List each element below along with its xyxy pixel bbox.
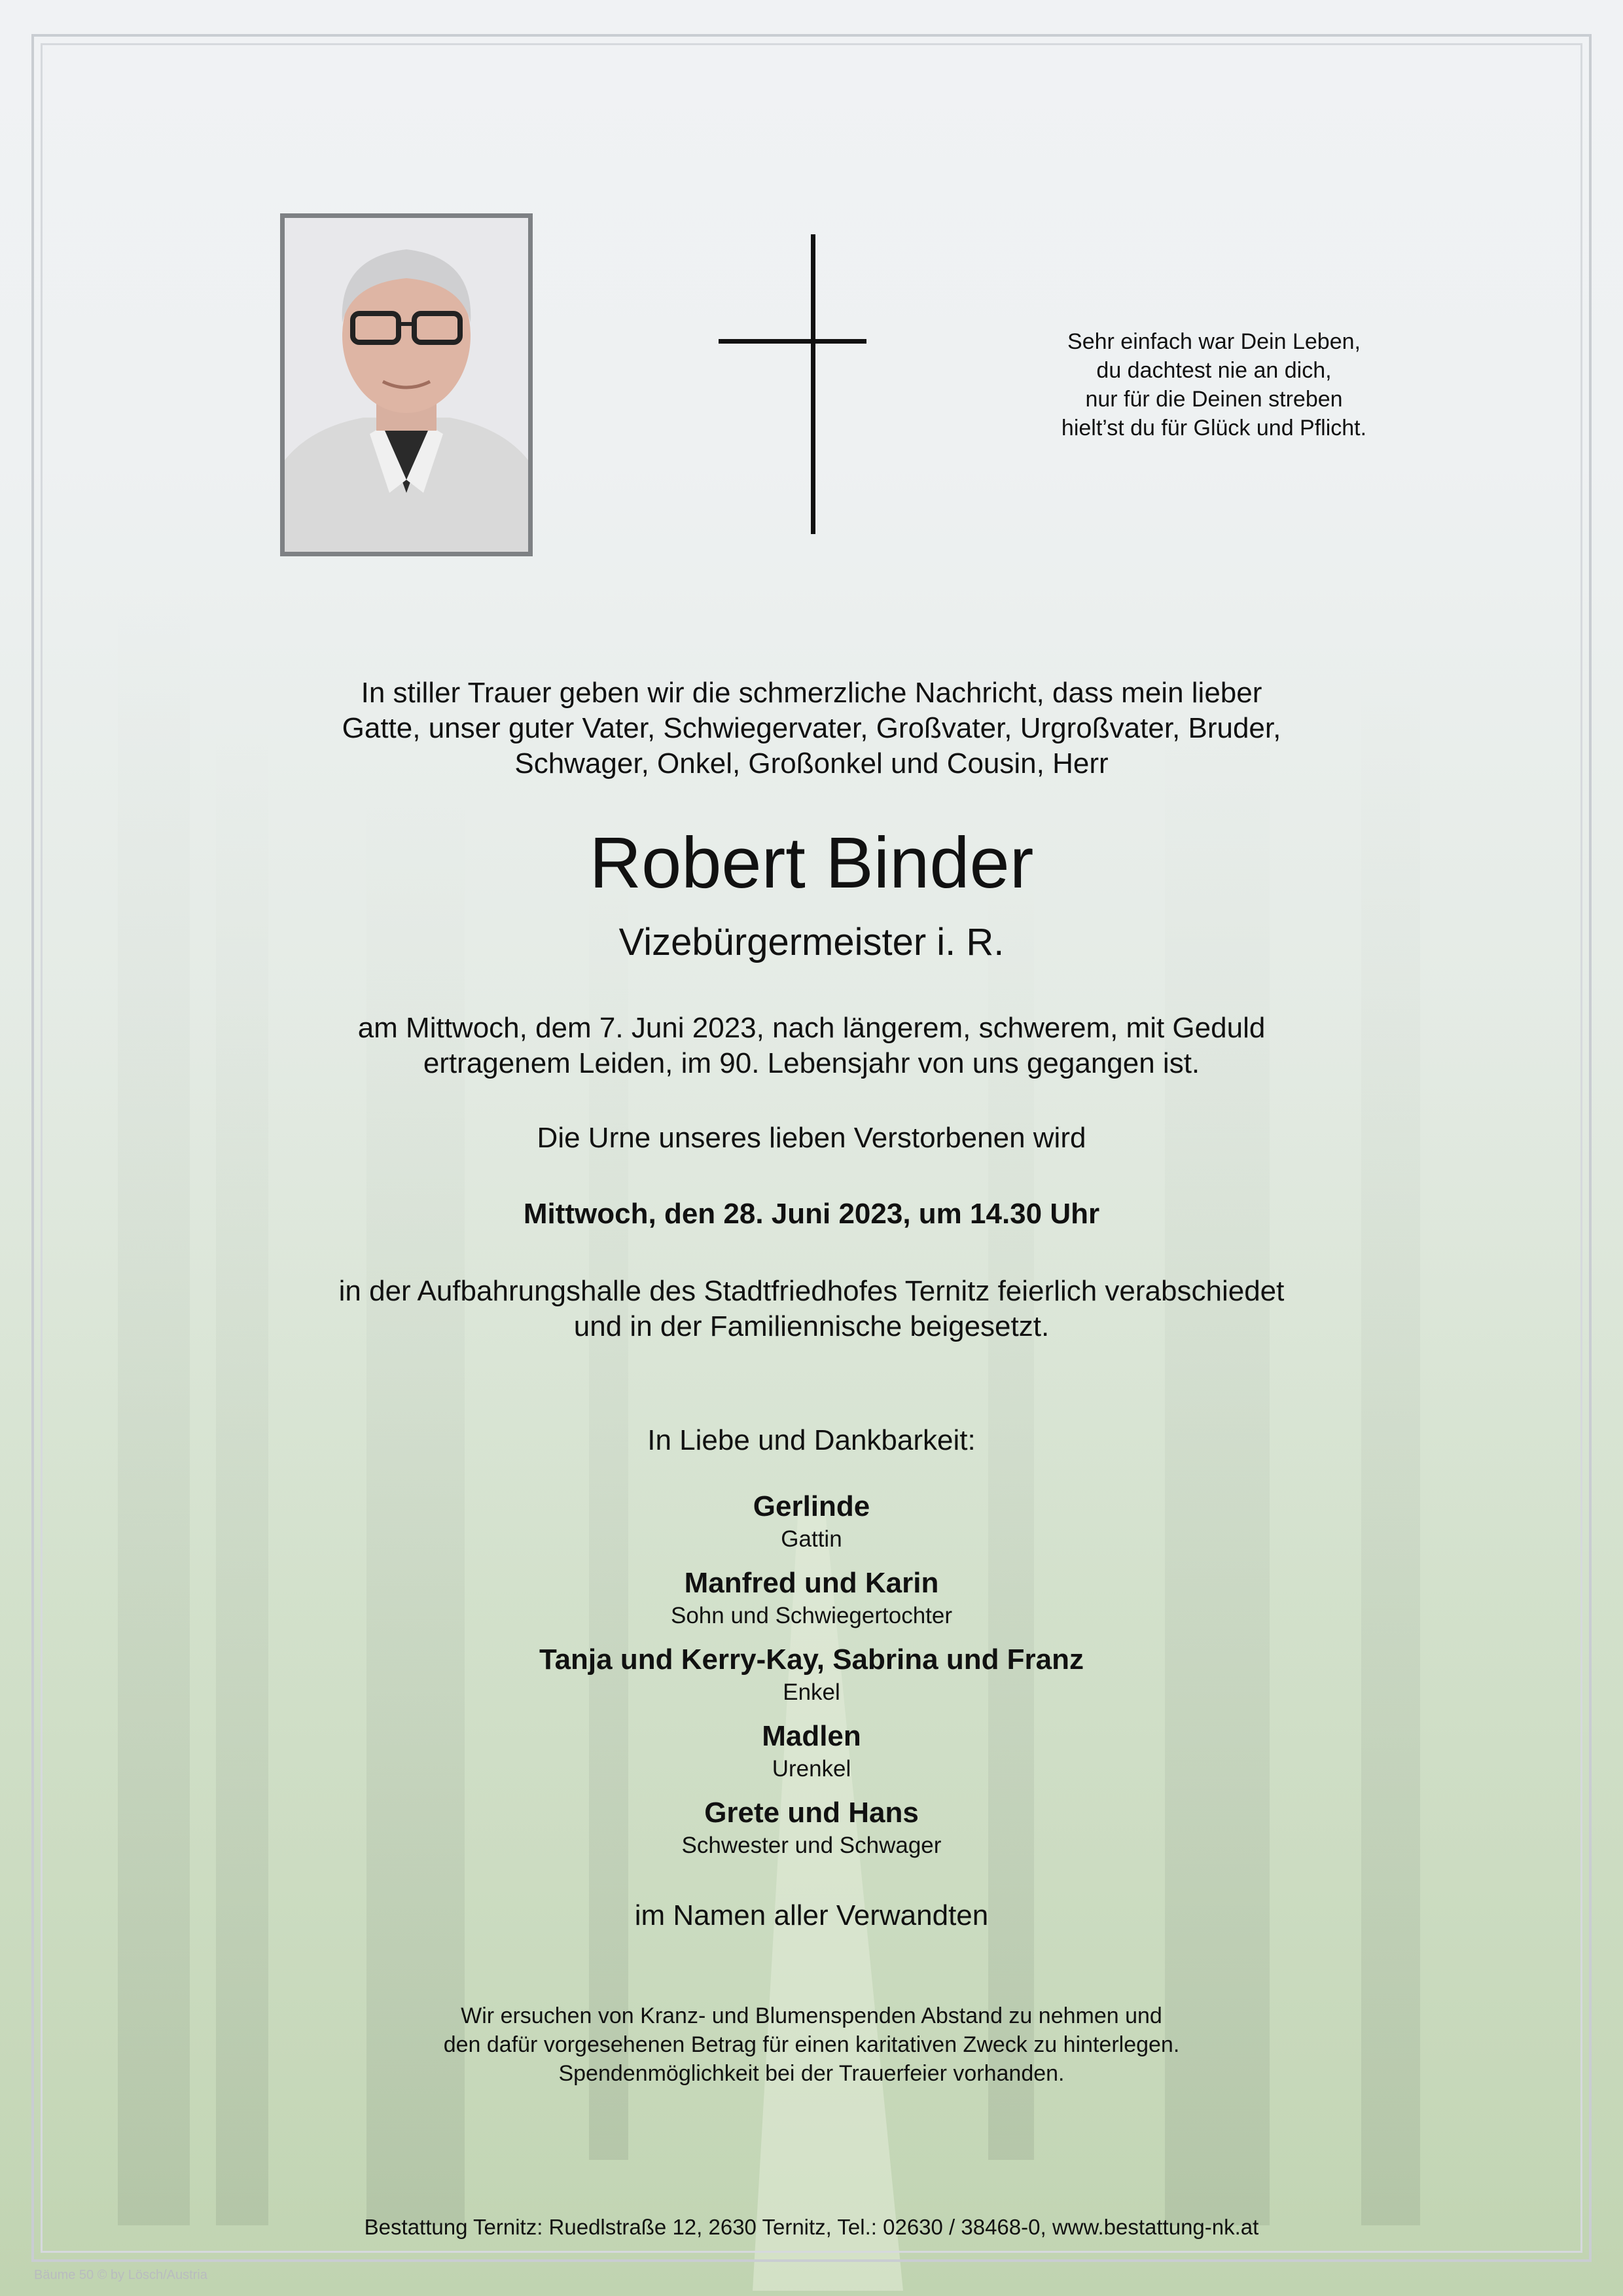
mourner-relation: Schwester und Schwager <box>681 1833 942 1858</box>
verse-line: hielt’st du für Glück und Pflicht. <box>1061 416 1367 440</box>
verse-line: du dachtest nie an dich, <box>1096 358 1332 383</box>
intro-line: Schwager, Onkel, Großonkel und Cousin, Herr <box>514 747 1109 780</box>
note-line: den dafür vorgesehenen Betrag für einen karitativen Zweck zu hinterlegen. <box>443 2032 1180 2057</box>
mourner-name: Gerlinde <box>753 1490 870 1522</box>
death-notice <box>157 1011 1466 1081</box>
mourner-entry <box>157 1718 1466 1795</box>
death-line: ertragenem Leiden, im 90. Lebensjahr von uns gegangen ist. <box>423 1047 1200 1079</box>
verse-line: nur für die Deinen streben <box>1085 387 1343 412</box>
mourners-list <box>157 1488 1466 1871</box>
mourner-relation: Enkel <box>783 1679 840 1705</box>
mourners-closing: im Namen aller Verwandten <box>634 1899 989 1931</box>
mourner-relation: Sohn und Schwiegertochter <box>671 1603 952 1628</box>
ceremony-date: Mittwoch, den 28. Juni 2023, um 14.30 Uhr <box>523 1198 1100 1230</box>
portrait-image <box>285 218 528 552</box>
donation-note <box>157 2001 1466 2088</box>
note-line: Spendenmöglichkeit bei der Trauerfeier vorhanden. <box>558 2061 1065 2086</box>
deceased-name: Robert Binder <box>589 823 1034 903</box>
ceremony-place <box>157 1274 1466 1344</box>
death-line: am Mittwoch, dem 7. Juni 2023, nach längerem, schwerem, mit Geduld <box>357 1012 1266 1044</box>
mourner-name: Tanja und Kerry-Kay, Sabrina und Franz <box>539 1643 1084 1676</box>
place-line: und in der Familiennische beigesetzt. <box>573 1310 1050 1342</box>
intro-line: Gatte, unser guter Vater, Schwiegervater, Großvater, Urgroßvater, Bruder, <box>342 712 1281 744</box>
mourners-heading: In Liebe und Dankbarkeit: <box>647 1424 976 1456</box>
mourner-name: Manfred und Karin <box>684 1567 939 1599</box>
funeral-home-footer: Bestattung Ternitz: Ruedlstraße 12, 2630 Ternitz, Tel.: 02630 / 38468-0, www.bestattung-nk.at <box>364 2215 1259 2239</box>
note-line: Wir ersuchen von Kranz- und Blumenspenden Abstand zu nehmen und <box>461 2003 1162 2028</box>
mourner-name: Madlen <box>762 1720 861 1752</box>
urn-line: Die Urne unseres lieben Verstorbenen wird <box>537 1122 1086 1154</box>
cross-symbol <box>719 234 866 534</box>
place-line: in der Aufbahrungshalle des Stadtfriedhofes Ternitz feierlich verabschiedet <box>338 1275 1285 1307</box>
intro-line: In stiller Trauer geben wir die schmerzliche Nachricht, dass mein lieber <box>361 677 1262 709</box>
mourner-entry <box>157 1565 1466 1641</box>
cross-vertical-bar <box>811 234 815 534</box>
verse-line: Sehr einfach war Dein Leben, <box>1067 329 1361 354</box>
cross-horizontal-bar <box>719 339 866 344</box>
portrait-photo <box>280 213 533 556</box>
mourner-entry <box>157 1795 1466 1871</box>
memorial-verse <box>1008 327 1420 442</box>
mourner-relation: Urenkel <box>772 1756 851 1782</box>
deceased-title: Vizebürgermeister i. R. <box>618 921 1005 963</box>
announcement-intro <box>157 675 1466 781</box>
mourner-name: Grete und Hans <box>704 1797 919 1829</box>
mourner-entry <box>157 1641 1466 1718</box>
mourner-relation: Gattin <box>781 1526 842 1552</box>
mourner-entry <box>157 1488 1466 1565</box>
image-credit: Bäume 50 © by Lösch/Austria <box>34 2268 207 2282</box>
